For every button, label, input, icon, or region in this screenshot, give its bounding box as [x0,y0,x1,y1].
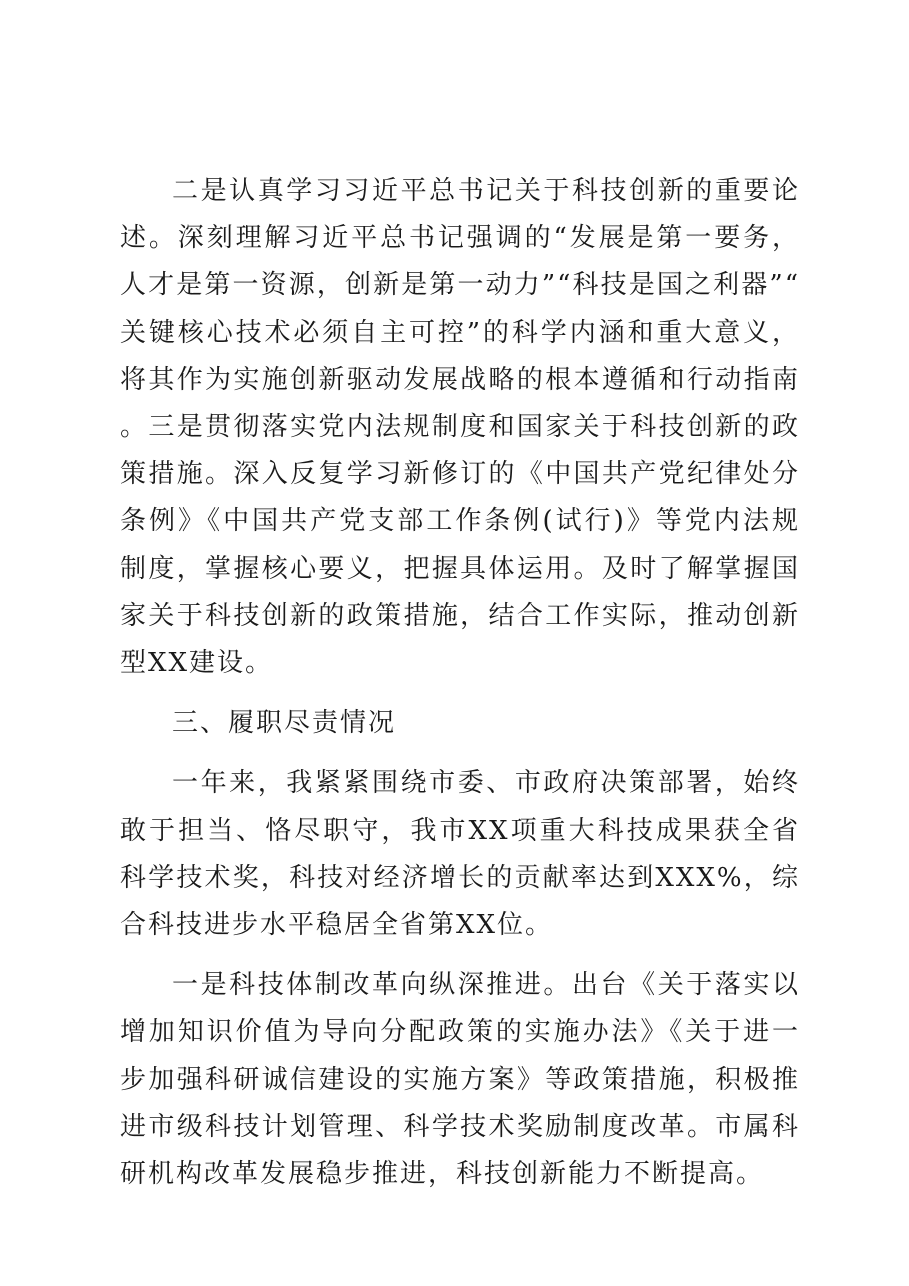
paragraph-gap [120,949,800,962]
document-body [120,168,800,1198]
paragraph-gap [120,747,800,760]
section-heading-duty-performance: 三、履职尽责情况 [172,708,397,739]
paragraph-system-reform: 一是科技体制改革向纵深推进。出台《关于落实以增加知识价值为导向分配政策的实施办法》《关于进一步加强科研诚信建设的实施方案》等政策措施，积极推进市级科技计划管理、科学技术奖励制度改革。市属科研机构改革发展稳步推进，科技创新能力不断提高。 [120,970,800,1190]
paragraph-annual-summary: 一年来，我紧紧围绕市委、市政府决策部署，始终敢于担当、恪尽职守，我市XX项重大科技成果获全省科学技术奖，科技对经济增长的贡献率达到XXX%，综合科技进步水平稳居全省第XX位。 [120,768,800,941]
paragraph-gap [120,687,800,700]
paragraph-study-and-policy: 二是认真学习习近平总书记关于科技创新的重要论述。深刻理解习近平总书记强调的“发展是第一要务，人才是第一资源，创新是第一动力”“科技是国之利器”“关键核心技术必须自主可控”的科学内涵和重大意义，将其作为实施创新驱动发展战略的根本遵循和行动指南。三是贯彻落实党内法规制度和国家关于科技创新的政策措施。深入反复学习新修订的《中国共产党纪律处分条例》《中国共产党支部工作条例(试行)》等党内法规制度，掌握核心要义，把握具体运用。及时了解掌握国家关于科技创新的政策措施，结合工作实际，推动创新型XX建设。 [120,176,800,679]
